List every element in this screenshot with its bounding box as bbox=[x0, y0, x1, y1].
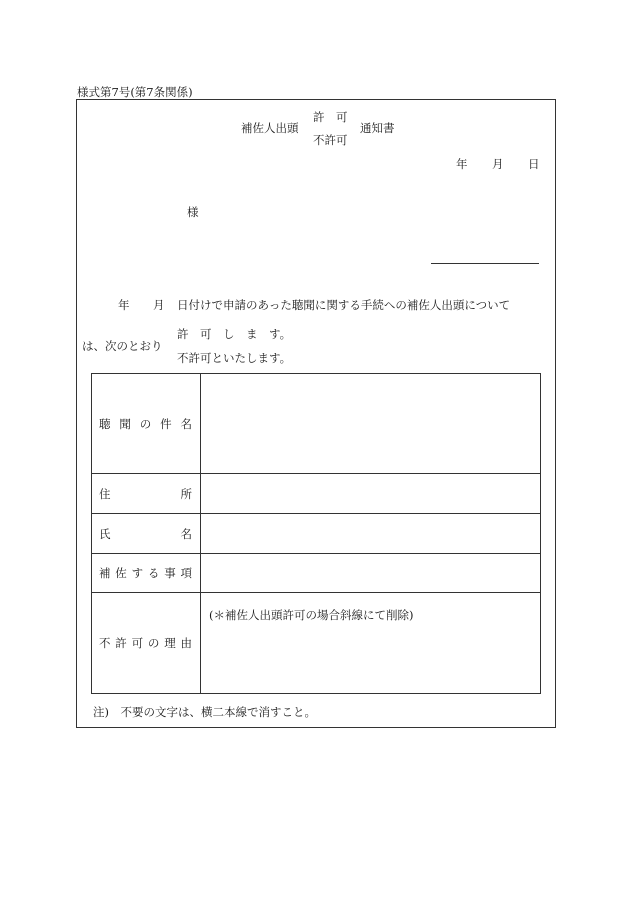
label-char: 佐 bbox=[115, 566, 127, 580]
label-char: る bbox=[147, 566, 160, 580]
denial-reason-field[interactable] bbox=[201, 593, 541, 694]
label-char: 聞 bbox=[119, 416, 131, 431]
form-number: 様式第7号(第7条関係) bbox=[77, 85, 193, 99]
table-row bbox=[92, 374, 541, 474]
label-char: 聴 bbox=[99, 416, 111, 431]
label-char: 所 bbox=[180, 486, 192, 501]
name-field[interactable] bbox=[201, 514, 541, 554]
label-char: 名 bbox=[180, 416, 192, 431]
date-month: 月 bbox=[492, 157, 504, 171]
body-option-deny: 不許可といたします。 bbox=[177, 351, 292, 365]
body-line1: 日付けで申請のあった聴聞に関する手続への補佐人出頭について bbox=[177, 298, 511, 312]
row-label-assistance-matter bbox=[92, 554, 201, 593]
date-day: 日 bbox=[528, 157, 540, 171]
addressee-suffix: 様 bbox=[187, 205, 199, 219]
assistance-matter-field[interactable] bbox=[201, 554, 541, 593]
label-char: 理 bbox=[164, 636, 176, 650]
date-year: 年 bbox=[456, 157, 468, 171]
label-char: 不 bbox=[99, 636, 111, 650]
table-row bbox=[92, 474, 541, 514]
row-label-address bbox=[92, 474, 201, 514]
table-row bbox=[92, 593, 541, 694]
address-field[interactable] bbox=[201, 474, 541, 514]
footnote: 注) 不要の文字は、横二本線で消すこと。 bbox=[93, 705, 316, 719]
label-char: の bbox=[139, 416, 152, 431]
label-char: 名 bbox=[180, 526, 192, 541]
label-char: す bbox=[131, 566, 144, 580]
label-char: 氏 bbox=[99, 526, 111, 541]
label-char: 住 bbox=[99, 486, 111, 501]
label-char: 補 bbox=[99, 566, 111, 580]
title-option-deny: 不許可 bbox=[313, 133, 348, 147]
body-month: 月 bbox=[153, 298, 165, 312]
table-row bbox=[92, 514, 541, 554]
title-prefix: 補佐人出頭 bbox=[241, 121, 299, 135]
hearing-subject-field[interactable] bbox=[201, 374, 541, 474]
denial-reason-note: (＊補佐人出頭許可の場合斜線にて削除) bbox=[209, 608, 414, 622]
label-char: 可 bbox=[131, 636, 144, 650]
label-char: の bbox=[147, 636, 160, 650]
label-char: 件 bbox=[160, 416, 172, 431]
body-year: 年 bbox=[118, 298, 130, 312]
label-char: 事 bbox=[164, 566, 176, 580]
table-row bbox=[92, 554, 541, 593]
details-table bbox=[91, 373, 541, 694]
body-option-permit: 許 可 し ま す。 bbox=[177, 327, 292, 341]
row-label-hearing-subject bbox=[92, 374, 201, 474]
label-char: 許 bbox=[115, 636, 127, 650]
issuer-signature-line bbox=[431, 263, 539, 264]
body-line2-lead: は、次のとおり bbox=[82, 339, 163, 353]
row-label-denial-reason bbox=[92, 593, 201, 694]
title-option-permit: 許 可 bbox=[313, 110, 348, 124]
row-label-name bbox=[92, 514, 201, 554]
title-suffix: 通知書 bbox=[360, 121, 395, 135]
label-char: 由 bbox=[180, 636, 192, 650]
label-char: 項 bbox=[180, 566, 192, 580]
